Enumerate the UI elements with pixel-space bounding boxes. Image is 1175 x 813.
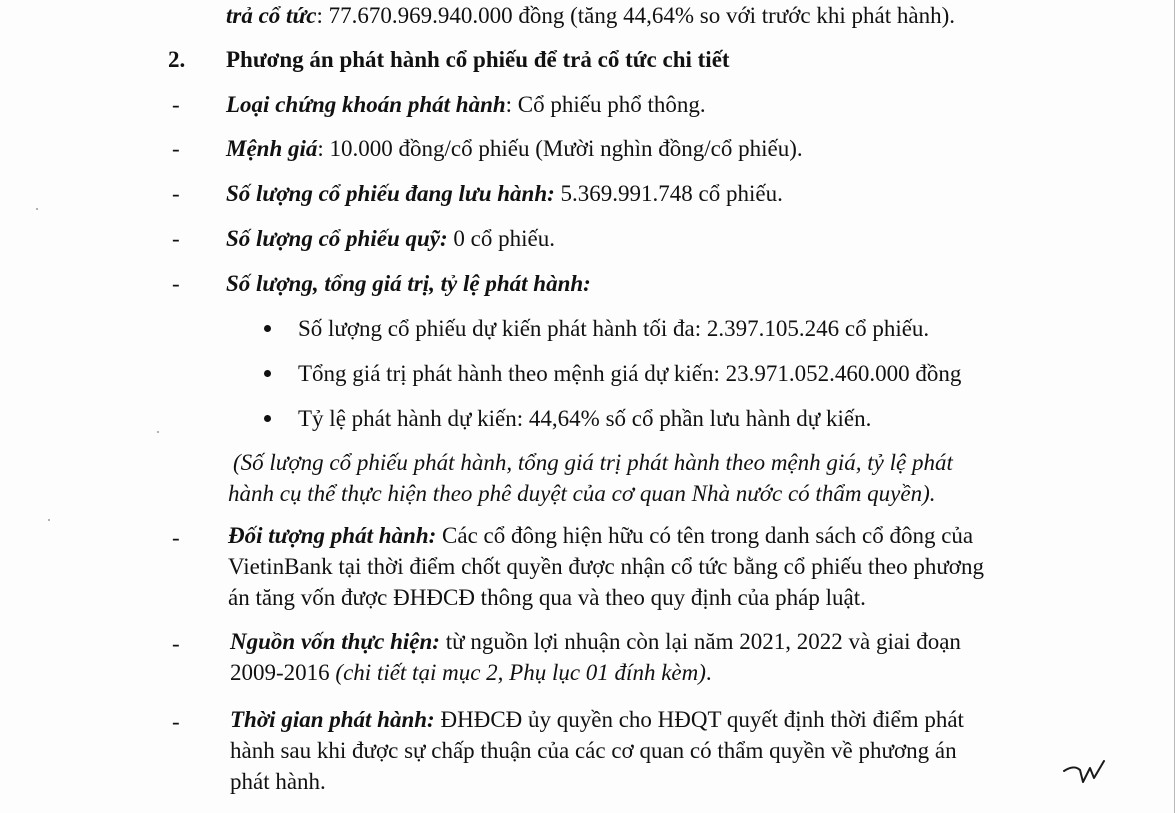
doi-tuong-line-1	[228, 520, 973, 551]
item-label: Số lượng, tổng giá trị, tỷ lệ phát hành:	[226, 271, 591, 296]
section-title: Phương án phát hành cổ phiếu để trả cổ tức chi tiết	[226, 47, 730, 72]
doi-tuong-text: Các cổ đông hiện hữu có tên trong danh sách cổ đông của	[436, 523, 974, 548]
item-text: 5.369.991.748 cổ phiếu.	[554, 181, 783, 206]
nguon-von-label: Nguồn vốn thực hiện:	[230, 629, 440, 654]
scan-speck	[157, 431, 159, 433]
item-text: 0 cổ phiếu.	[447, 226, 555, 251]
dash-marker: -	[172, 226, 180, 251]
doi-tuong-line-3: án tăng vốn được ĐHĐCĐ thông qua và theo quy định của pháp luật.	[228, 585, 866, 610]
item-label: Mệnh giá	[226, 136, 318, 161]
item-label: Số lượng cổ phiếu quỹ:	[226, 226, 448, 251]
dash-marker: -	[172, 525, 180, 550]
item-label: Số lượng cổ phiếu đang lưu hành:	[226, 181, 555, 206]
nguon-von-text: từ nguồn lợi nhuận còn lại năm 2021, 2022 và giai đoạn	[439, 629, 961, 654]
thoi-gian-line-2: hành sau khi được sự chấp thuận của các cơ quan có thẩm quyền về phương án	[230, 738, 957, 763]
item-label: Loại chứng khoán phát hành	[226, 92, 506, 117]
bullet-dot	[264, 325, 271, 332]
intro-text: : 77.670.969.940.000 đồng (tăng 44,64% so với trước khi phát hành).	[316, 3, 955, 28]
note-line-1: (Số lượng cổ phiếu phát hành, tổng giá trị phát hành theo mệnh giá, tỷ lệ phát	[233, 450, 953, 475]
item-loai-chung-khoan	[226, 89, 706, 120]
handwritten-initial-mark	[1062, 758, 1112, 788]
item-menh-gia	[226, 133, 803, 164]
thoi-gian-line-1	[230, 704, 964, 735]
bullet-item: Tổng giá trị phát hành theo mệnh giá dự kiến: 23.971.052.460.000 đồng	[298, 361, 962, 386]
item-so-luong-luu-hanh	[226, 178, 783, 209]
dash-marker: -	[172, 136, 180, 161]
bullet-item: Số lượng cổ phiếu dự kiến phát hành tối đa: 2.397.105.246 cổ phiếu.	[298, 316, 930, 341]
nguon-von-line-2	[230, 657, 712, 688]
intro-line	[226, 0, 955, 31]
nguon-von-line-1	[230, 626, 961, 657]
nguon-von-years: 2009-2016	[230, 660, 336, 685]
bullet-item: Tỷ lệ phát hành dự kiến: 44,64% số cổ phần lưu hành dự kiến.	[298, 406, 872, 431]
nguon-von-reference: (chi tiết tại mục 2, Phụ lục 01 đính kèm)	[335, 660, 706, 685]
scan-speck	[36, 208, 38, 210]
dash-marker: -	[172, 631, 180, 656]
doi-tuong-line-2: VietinBank tại thời điểm chốt quyền được nhận cổ tức bằng cổ phiếu theo phương	[228, 554, 984, 579]
dash-marker: -	[172, 92, 180, 117]
item-co-phieu-quy	[226, 223, 555, 254]
intro-label: trả cổ tức	[226, 3, 317, 28]
bullet-dot	[264, 415, 271, 422]
thoi-gian-label: Thời gian phát hành:	[230, 707, 435, 732]
bullet-dot	[264, 370, 271, 377]
doi-tuong-label: Đối tượng phát hành:	[228, 523, 437, 548]
note-line-2: hành cụ thể thực hiện theo phê duyệt của cơ quan Nhà nước có thẩm quyền).	[228, 481, 936, 506]
dash-marker: -	[172, 709, 180, 734]
dash-marker: -	[172, 271, 180, 296]
section-number: 2.	[168, 47, 186, 72]
dash-marker: -	[172, 181, 180, 206]
scan-speck	[48, 519, 50, 521]
nguon-von-period: .	[705, 660, 712, 685]
item-so-luong-tong-gia-tri	[226, 268, 591, 299]
thoi-gian-text: ĐHĐCĐ ủy quyền cho HĐQT quyết định thời điểm phát	[434, 707, 964, 732]
thoi-gian-line-3: phát hành.	[230, 769, 326, 794]
item-text: : Cổ phiếu phổ thông.	[505, 92, 706, 117]
item-text: : 10.000 đồng/cổ phiếu (Mười nghìn đồng/cổ phiếu).	[317, 136, 803, 161]
